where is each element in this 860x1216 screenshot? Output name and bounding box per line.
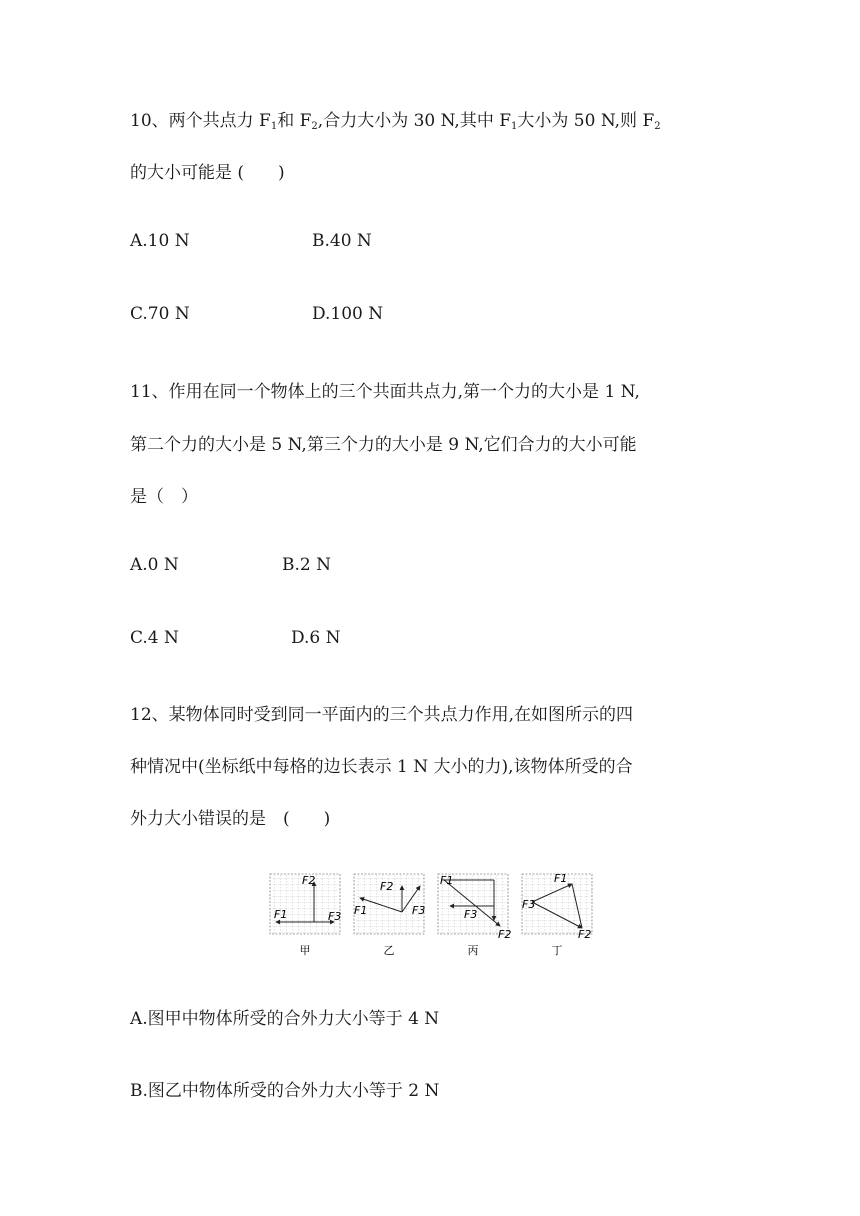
bing-f2-label: F2 <box>498 928 512 941</box>
grid-ding <box>522 872 592 941</box>
q11-line3: 是（ ） <box>130 487 198 507</box>
jia-f2-label: F2 <box>302 874 316 887</box>
ding-f1-label: F1 <box>554 872 568 885</box>
q11-option-a: A.0 N <box>130 555 179 575</box>
q10-sub-4: 2 <box>654 121 661 132</box>
q10-option-c: C.70 N <box>130 304 190 324</box>
q10-text-b: 和 F <box>277 111 312 131</box>
q10-option-d: D.100 N <box>312 304 384 324</box>
q10-text-a: 10、两个共点力 F <box>130 111 271 131</box>
q10-sub-2: 2 <box>311 121 318 132</box>
force-grid-figure <box>268 872 594 958</box>
q10-sub-1: 1 <box>270 121 278 132</box>
bing-f1-label: F1 <box>440 874 454 887</box>
jia-f3-label: F3 <box>328 910 342 923</box>
grid-yi <box>354 874 425 934</box>
grid-bing <box>438 874 511 941</box>
bing-f3-label: F3 <box>464 908 478 921</box>
ding-f2-label: F2 <box>578 928 592 941</box>
yi-f3-label: F3 <box>412 904 426 917</box>
q12-line3: 外力大小错误的是 ( ) <box>130 809 331 829</box>
q10-text-d: 大小为 50 N,则 F <box>517 111 655 131</box>
grid-jia <box>270 874 341 934</box>
q12-option-b: B.图乙中物体所受的合外力大小等于 2 N <box>130 1081 440 1101</box>
q10-text-c: ,合力大小为 30 N,其中 F <box>317 111 512 131</box>
q11-line1: 11、作用在同一个物体上的三个共面共点力,第一个力的大小是 1 N, <box>130 382 640 402</box>
q11-option-c: C.4 N <box>130 628 179 648</box>
yi-f1-label: F1 <box>354 904 368 917</box>
figure-label-yi: 乙 <box>383 944 395 957</box>
q11-line2: 第二个力的大小是 5 N,第三个力的大小是 9 N,它们合力的大小可能 <box>130 435 637 455</box>
q12-line1: 12、某物体同时受到同一平面内的三个共点力作用,在如图所示的四 <box>130 705 634 725</box>
q10-option-a: A.10 N <box>130 231 190 251</box>
figure-label-ding: 丁 <box>551 944 563 957</box>
q10-sub-3: 1 <box>511 121 518 132</box>
q10-option-b: B.40 N <box>312 231 372 251</box>
q10-line2: 的大小可能是 ( ) <box>130 163 285 183</box>
q11-option-d: D.6 N <box>291 628 341 648</box>
q10-line1 <box>130 106 661 132</box>
q11-option-b: B.2 N <box>282 555 331 575</box>
figure-label-bing: 丙 <box>467 944 479 957</box>
jia-f1-label: F1 <box>274 908 288 921</box>
q12-option-a: A.图甲中物体所受的合外力大小等于 4 N <box>130 1009 440 1029</box>
figure-label-jia: 甲 <box>299 944 311 957</box>
yi-f2-label: F2 <box>380 880 394 893</box>
ding-f3-label: F3 <box>522 898 536 911</box>
q12-line2: 种情况中(坐标纸中每格的边长表示 1 N 大小的力),该物体所受的合 <box>130 757 633 777</box>
